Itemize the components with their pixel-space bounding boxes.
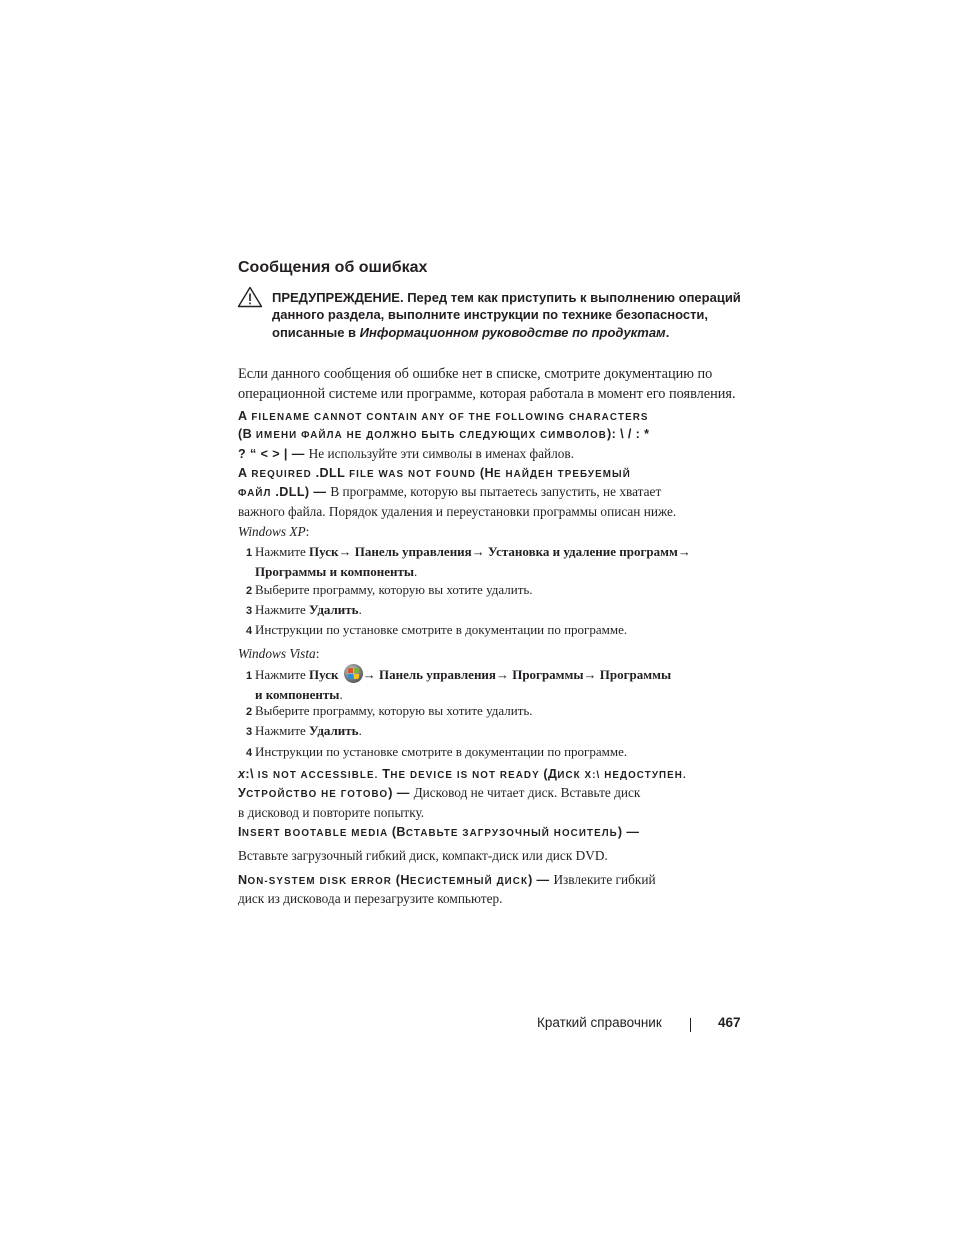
- footer-title: Краткий справочник: [537, 1015, 662, 1030]
- error-heading-line: УСТРОЙСТВО НЕ ГОТОВО) — Дисковод не читает диск. Вставьте диск: [238, 785, 641, 801]
- vista-step-2: 2 Выберите программу, которую вы хотите удалить.: [246, 703, 533, 718]
- error-message-disk-not-accessible: [238, 766, 748, 821]
- error-message-non-system-disk: [238, 871, 748, 908]
- warning-triangle-icon: [237, 286, 263, 308]
- error-description: Дисковод не читает диск. Вставьте диск: [413, 785, 641, 801]
- warning-label: ПРЕДУПРЕЖДЕНИЕ.: [272, 290, 404, 305]
- vista-step-1: 1 Нажмите Пуск → Панель управления→ Программы→ Программы и компоненты.: [246, 664, 746, 703]
- vista-step-3: 3 Нажмите Удалить.: [246, 723, 362, 738]
- error-heading-line: A REQUIRED .DLL FILE WAS NOT FOUND (НЕ НАЙДЕН ТРЕБУЕМЫЙ: [238, 466, 631, 480]
- xp-step-2: 2 Выберите программу, которую вы хотите удалить.: [246, 582, 533, 597]
- warning-reference: Информационном руководстве по продуктам: [359, 324, 666, 340]
- error-heading-line: A FILENAME CANNOT CONTAIN ANY OF THE FOLLOWING CHARACTERS: [238, 409, 649, 423]
- error-heading-line: NON-SYSTEM DISK ERROR (НЕСИСТЕМНЫЙ ДИСК) — Извлеките гибкий: [238, 872, 656, 887]
- error-heading-line: (В ИМЕНИ ФАЙЛА НЕ ДОЛЖНО БЫТЬ СЛЕДУЮЩИХ СИМВОЛОВ): \ / : *: [238, 427, 650, 442]
- warning-end: .: [665, 324, 670, 340]
- error-description: диск из дисковода и перезагрузите компьютер.: [238, 891, 503, 907]
- section-title: Сообщения об ошибках: [238, 259, 428, 276]
- error-description: важного файла. Порядок удаления и переустановки программы описан ниже.: [238, 503, 677, 519]
- page-number: 467: [718, 1015, 741, 1030]
- error-description: Не используйте эти символы в именах файлов.: [308, 445, 575, 461]
- warning-text: Перед тем как приступить к выполнению операций данного раздела, выполните инструкции по технике безопасности, описанные в: [272, 290, 741, 340]
- windows-start-icon: [344, 664, 363, 683]
- xp-step-1: 1 Нажмите Пуск→ Панель управления→ Установка и удаление программ→ Программы и компоненты.: [246, 544, 691, 579]
- error-description: Извлеките гибкий: [553, 872, 656, 887]
- error-message-filename: [238, 408, 748, 463]
- xp-step-4: 4 Инструкции по установке смотрите в документации по программе.: [246, 622, 628, 637]
- error-description: В программе, которую вы пытаетесь запустить, не хватает: [330, 484, 662, 500]
- warning-notice: [272, 289, 742, 341]
- error-message-dll: [238, 465, 748, 520]
- error-description: Вставьте загрузочный гибкий диск, компакт-диск или диск DVD.: [238, 848, 608, 863]
- windows-vista-label: Windows Vista:: [238, 646, 320, 661]
- intro-paragraph: Если данного сообщения об ошибке нет в списке, смотрите документацию по операционной системе или программе, которая работала в момент его появления.: [238, 366, 736, 402]
- error-message-insert-bootable: INSERT BOOTABLE MEDIA (ВСТАВЬТЕ ЗАГРУЗОЧНЫЙ НОСИТЕЛЬ) —: [238, 825, 640, 839]
- xp-step-3: 3 Нажмите Удалить.: [246, 602, 362, 617]
- windows-xp-label: Windows XP:: [238, 524, 310, 539]
- footer-divider: [690, 1018, 691, 1032]
- vista-step-4: 4 Инструкции по установке смотрите в документации по программе.: [246, 744, 628, 759]
- error-description: в дисковод и повторите попытку.: [238, 804, 425, 820]
- error-heading-line: x:\ IS NOT ACCESSIBLE. THE DEVICE IS NOT READY (ДИСК X:\ НЕДОСТУПЕН.: [238, 767, 687, 781]
- error-heading-line: ФАЙЛ .DLL) — В программе, которую вы пытаетесь запустить, не хватает: [238, 484, 662, 500]
- error-heading-line: ? “ < > | — Не используйте эти символы в именах файлов.: [238, 445, 575, 461]
